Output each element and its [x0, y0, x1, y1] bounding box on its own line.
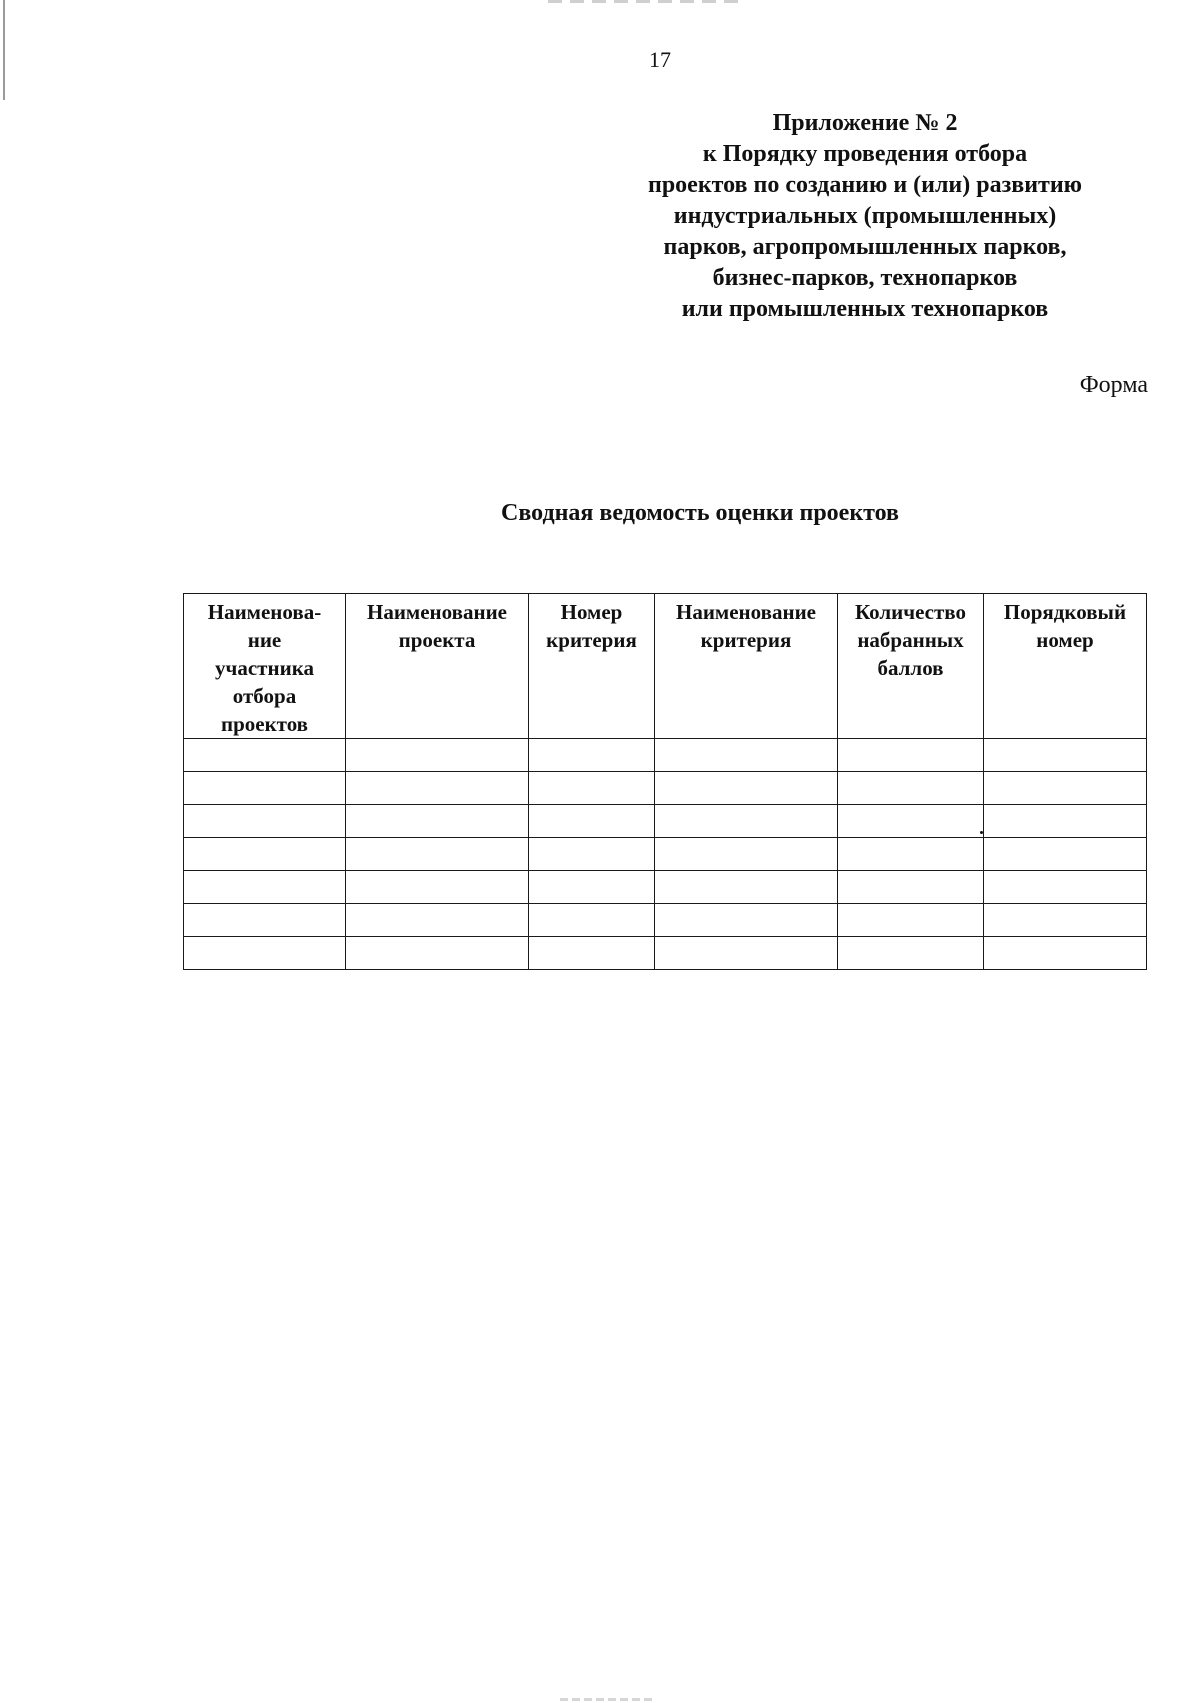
- page-number: 17: [649, 47, 671, 72]
- page-edge-line: [3, 0, 5, 100]
- column-header-points: [838, 594, 984, 739]
- table-cell: [529, 772, 655, 805]
- table-cell: [346, 838, 529, 871]
- column-header-rank: [984, 594, 1147, 739]
- table-cell: [984, 805, 1147, 838]
- table-cell: [346, 805, 529, 838]
- table-cell: [838, 739, 984, 772]
- column-header-criterion-name: [655, 594, 838, 739]
- table-title: Сводная ведомость оценки проектов: [501, 500, 899, 526]
- table-header-row: [184, 594, 1147, 739]
- table-cell: [529, 739, 655, 772]
- table-cell: [838, 904, 984, 937]
- header-line: Порядковый: [1003, 600, 1127, 624]
- appendix-line: к Порядку проведения отбора: [702, 141, 1028, 167]
- header-line: проекта: [398, 628, 476, 652]
- table-body: [184, 739, 1147, 970]
- table-cell: [984, 937, 1147, 970]
- column-header-criterion-number: [529, 594, 655, 739]
- table-cell: [346, 904, 529, 937]
- table-cell: [838, 805, 984, 838]
- table-cell: [184, 772, 346, 805]
- table-cell: [984, 871, 1147, 904]
- table-row: [184, 772, 1147, 805]
- table-cell: [838, 871, 984, 904]
- appendix-line: индустриальных (промышленных): [673, 203, 1057, 229]
- table-row: [184, 805, 1147, 838]
- table-cell: [984, 904, 1147, 937]
- table-row: [184, 904, 1147, 937]
- appendix-line: бизнес-парков, технопарков: [712, 265, 1018, 291]
- table-cell: [529, 871, 655, 904]
- table-cell: [184, 838, 346, 871]
- header-line: критерия: [700, 628, 792, 652]
- appendix-heading: [600, 108, 1130, 325]
- appendix-line: проектов по созданию и (или) развитию: [648, 172, 1082, 198]
- scan-artifact-bottom: [560, 1698, 655, 1701]
- header-line: Наименование: [676, 600, 816, 624]
- table-cell: [529, 937, 655, 970]
- table-cell: [655, 772, 838, 805]
- table-row: [184, 937, 1147, 970]
- table-wrapper: [183, 593, 1146, 970]
- table-row: [184, 739, 1147, 772]
- table-cell: [346, 739, 529, 772]
- header-line: Наименование: [367, 600, 507, 624]
- table-cell: [655, 805, 838, 838]
- table-cell: [184, 739, 346, 772]
- table-cell: [346, 772, 529, 805]
- table-cell: [529, 805, 655, 838]
- header-line: Количество: [854, 600, 967, 624]
- table-cell: [529, 838, 655, 871]
- column-header-participant: [184, 594, 346, 739]
- header-line: набранных: [857, 628, 964, 652]
- table-cell: [346, 871, 529, 904]
- table-cell: [346, 937, 529, 970]
- table-row: [184, 871, 1147, 904]
- header-line: номер: [1036, 628, 1094, 652]
- table-cell: [838, 937, 984, 970]
- table-cell: [655, 904, 838, 937]
- column-header-project-name: [346, 594, 529, 739]
- header-line: критерия: [546, 628, 637, 652]
- table-row: [184, 838, 1147, 871]
- table-cell: [838, 772, 984, 805]
- table-cell: [184, 805, 346, 838]
- header-line: баллов: [877, 656, 944, 680]
- appendix-line: или промышленных технопарков: [681, 296, 1049, 322]
- header-line: ние: [247, 628, 282, 652]
- table-cell: [984, 739, 1147, 772]
- scan-dot: [980, 831, 983, 834]
- table-cell: [529, 904, 655, 937]
- form-label: Форма: [1079, 372, 1148, 398]
- table-cell: [984, 772, 1147, 805]
- table-cell: [655, 838, 838, 871]
- table-cell: [984, 838, 1147, 871]
- header-line: Наименова-: [207, 600, 322, 624]
- table-cell: [655, 871, 838, 904]
- header-line: Номер: [560, 600, 623, 624]
- table-cell: [838, 838, 984, 871]
- header-line: участника: [215, 656, 314, 680]
- appendix-line: Приложение № 2: [772, 110, 958, 136]
- table-cell: [184, 937, 346, 970]
- evaluation-table: [183, 593, 1147, 970]
- scan-artifact-top: [548, 0, 738, 3]
- table-cell: [655, 937, 838, 970]
- table-cell: [655, 739, 838, 772]
- table-cell: [184, 904, 346, 937]
- table-cell: [184, 871, 346, 904]
- header-line: проектов: [220, 712, 309, 736]
- header-line: отбора: [232, 684, 297, 708]
- appendix-line: парков, агропромышленных парков,: [663, 234, 1067, 260]
